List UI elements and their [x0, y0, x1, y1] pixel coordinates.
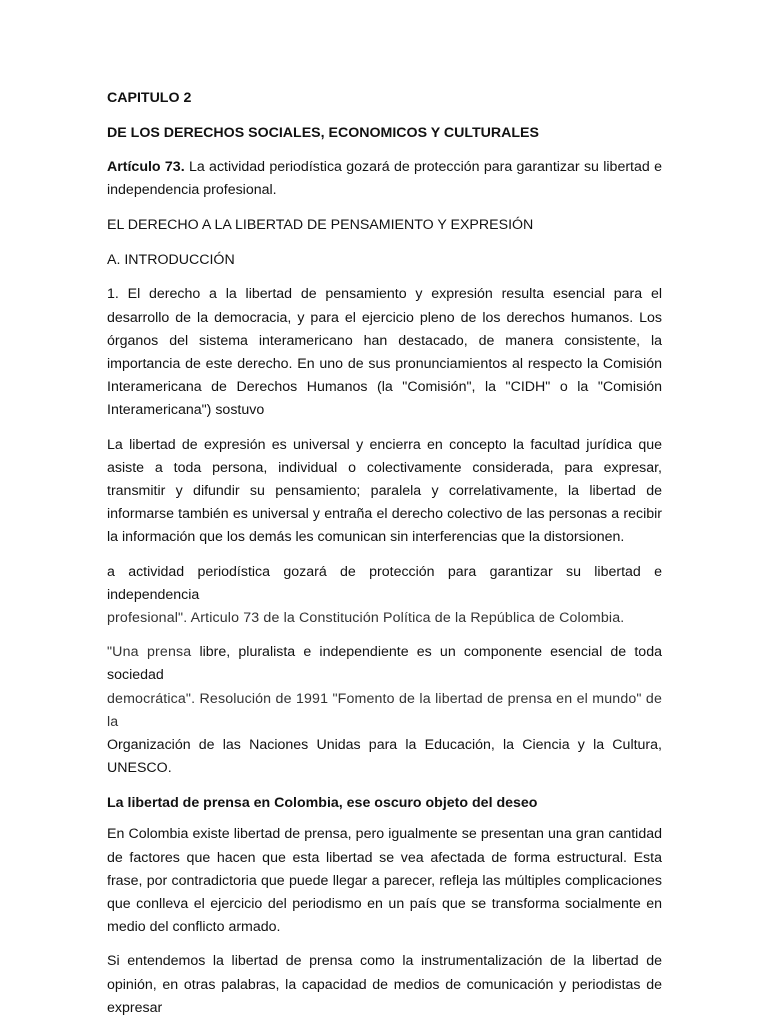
quote-unesco-start: "Una prensa: [107, 644, 192, 661]
chapter-heading: CAPITULO 2: [107, 90, 192, 106]
quote-article-73-line-1: a actividad periodística gozará de protección para garantizar su libertad e independencia: [107, 563, 662, 603]
document-page: [107, 86, 662, 1031]
article-text: La actividad periodística gozará de protección para garantizar su libertad e independencia profesional.: [107, 159, 662, 199]
article-73-paragraph: [107, 156, 662, 202]
bold-section-heading: La libertad de prensa en Colombia, ese oscuro objeto del deseo: [107, 795, 538, 812]
paragraph-3: En Colombia existe libertad de prensa, pero igualmente se presentan una gran cantidad de factores que hacen que esta libertad se vea afectada de forma estructural. Esta frase, por contradictoria que puede llegar a parecer, refleja las múltiples complicaciones que conlleva el ejercicio del periodismo en un país que se transforma socialmente en medio del conflicto armado.: [107, 826, 662, 936]
quote-unesco: [107, 641, 662, 780]
paragraph-2: La libertad de expresión es universal y encierra en concepto la facultad jurídica que asiste a toda persona, individual o colectivamente considerada, para expresar, transmitir y difundir su pensamiento; paralela y correlativamente, la libertad de informarse también es universal y entraña el derecho colectivo de las personas a recibir la información que los demás les comunican sin interferencias que la distorsionen.: [107, 436, 662, 546]
quote-article-73-line-2: profesional". Articulo 73 de la Constitución Política de la República de Colombia.: [107, 610, 625, 627]
intro-heading: A. INTRODUCCIÓN: [107, 252, 235, 269]
paragraph-1: 1. El derecho a la libertad de pensamiento y expresión resulta esencial para el desarrollo de la democracia, y para el ejercicio pleno de los derechos humanos. Los órganos del sistema interamericano han destacado, de manera consistente, la importancia de este derecho. En uno de sus pronunciamientos al respecto la Comisión Interamericana de Derechos Humanos (la "Comisión", la "CIDH" o la "Comisión Interamericana") sostuvo: [107, 286, 662, 419]
quote-unesco-line-3: Organización de las Naciones Unidas para la Educación, la Ciencia y la Cultura, UNESCO.: [107, 737, 662, 777]
quote-unesco-line-1: [107, 641, 662, 687]
subtitle-heading: EL DERECHO A LA LIBERTAD DE PENSAMIENTO Y EXPRESIÓN: [107, 217, 534, 234]
paragraph-4: Si entendemos la libertad de prensa como la instrumentalización de la libertad de opinión, en otras palabras, la capacidad de medios de comunicación y periodistas de expresar: [107, 953, 662, 1016]
quote-article-73: [107, 561, 662, 631]
section-title: DE LOS DERECHOS SOCIALES, ECONOMICOS Y CULTURALES: [107, 125, 539, 141]
quote-unesco-line-2: democrática". Resolución de 1991 "Fomento de la libertad de prensa en el mundo" de la: [107, 690, 662, 730]
article-label: Artículo 73.: [107, 159, 185, 175]
quote-unesco-rest: libre, pluralista e independiente es un componente esencial de toda sociedad: [107, 644, 662, 684]
